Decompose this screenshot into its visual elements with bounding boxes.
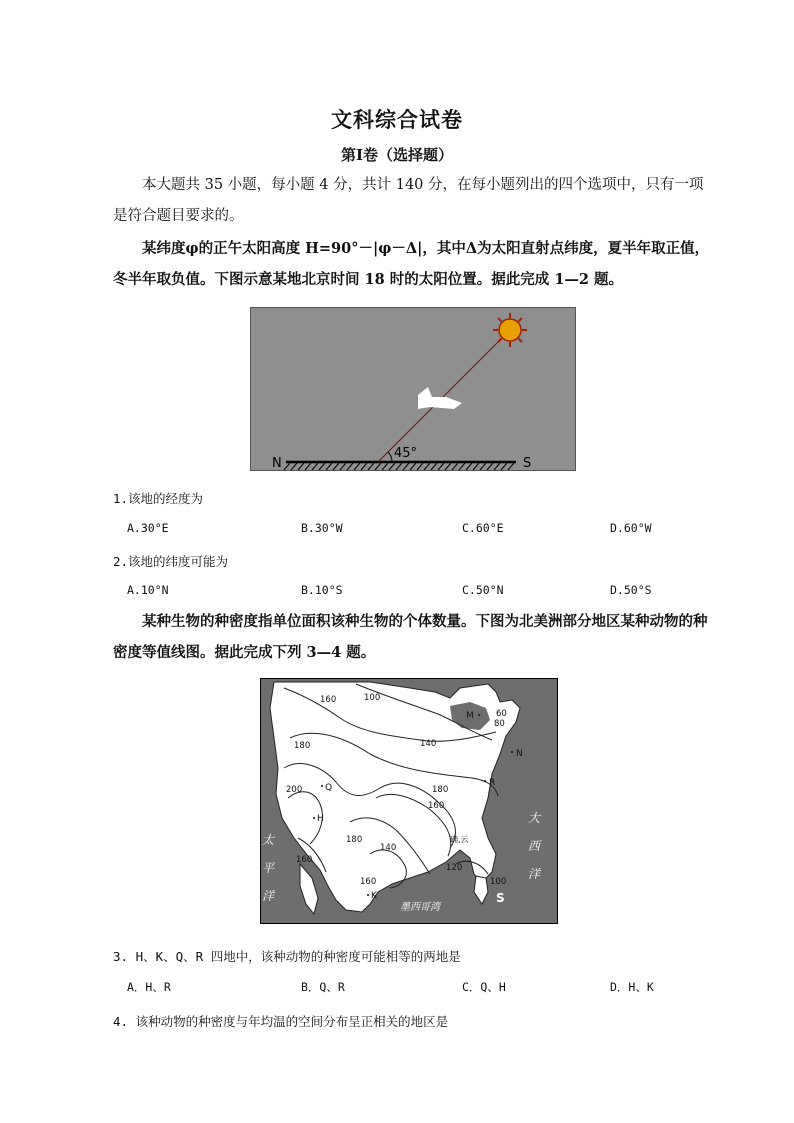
q2-option-d[interactable]: D.50°S bbox=[610, 583, 652, 597]
contour-label: 180 bbox=[432, 785, 449, 795]
question-1-stem: 1.该地的经度为 bbox=[113, 491, 204, 506]
q3-option-b[interactable]: B．Q、R bbox=[301, 980, 345, 994]
point-n: N bbox=[516, 749, 523, 759]
section-title: 第Ⅰ卷（选择题） bbox=[340, 146, 454, 164]
contour-label: 60 bbox=[496, 709, 507, 719]
contour-label: 160 bbox=[296, 855, 313, 865]
atlantic-label-2: 西 bbox=[528, 839, 541, 853]
instructions-paragraph: 本大题共 35 小题，每小题 4 分，共计 140 分，在每小题列出的四个选项中，只有一项是符合题目要求的。 bbox=[113, 177, 704, 224]
q1-option-d[interactable]: D.60°W bbox=[610, 521, 652, 535]
passage-1: 某纬度φ的正午太阳高度 H=90°－|φ－Δ|，其中Δ为太阳直射点纬度，夏半年取正值，冬半年取负值。下图示意某地北京时间 18 时的太阳位置。据此完成 1—2 题。 bbox=[113, 240, 710, 288]
point-h: H bbox=[317, 814, 324, 824]
north-label: N bbox=[272, 456, 282, 471]
q2-option-b[interactable]: B.10°S bbox=[301, 583, 343, 597]
figure-density-map bbox=[260, 678, 558, 924]
question-2-stem: 2.该地的纬度可能为 bbox=[113, 554, 229, 569]
contour-label: 160 bbox=[360, 877, 377, 887]
contour-label: 140 bbox=[380, 843, 397, 853]
city-label: 确,云 bbox=[450, 835, 469, 844]
question-3-stem: 3. H、K、Q、R 四地中，该种动物的种密度可能相等的两地是 bbox=[113, 949, 461, 964]
contour-label: 100 bbox=[364, 693, 381, 703]
contour-label: 160 bbox=[320, 695, 337, 705]
passage-2: 某种生物的种密度指单位面积该种生物的个体数量。下图为北美洲部分地区某种动物的种密度等值线图。据此完成下列 3—4 题。 bbox=[113, 613, 708, 661]
south-label: S bbox=[523, 456, 532, 471]
q1-option-a[interactable]: A.30°E bbox=[127, 521, 169, 535]
point-q: Q bbox=[325, 783, 333, 793]
s-label: S bbox=[496, 891, 505, 905]
contour-label: 200 bbox=[286, 785, 303, 795]
q3-option-a[interactable]: A．H、R bbox=[127, 980, 171, 994]
q1-option-c[interactable]: C.60°E bbox=[462, 521, 504, 535]
point-r: R bbox=[489, 778, 496, 788]
pacific-label-2: 平 bbox=[262, 861, 275, 875]
figure-sun-position bbox=[250, 307, 576, 471]
pacific-label-1: 太 bbox=[262, 833, 275, 847]
angle-label: 45° bbox=[394, 446, 418, 461]
question-4-stem: 4. 该种动物的种密度与年均温的空间分布呈正相关的地区是 bbox=[113, 1014, 449, 1029]
gulf-label: 墨西哥湾 bbox=[400, 902, 440, 913]
q2-option-a[interactable]: A.10°N bbox=[127, 583, 169, 597]
contour-label: 160 bbox=[428, 801, 445, 811]
contour-label: 120 bbox=[446, 863, 463, 873]
q2-option-c[interactable]: C.50°N bbox=[462, 583, 504, 597]
page-title: 文科综合试卷 bbox=[331, 107, 463, 132]
atlantic-label-1: 大 bbox=[528, 811, 541, 825]
contour-label: 180 bbox=[346, 835, 363, 845]
atlantic-label-3: 洋 bbox=[528, 867, 541, 881]
point-m: M bbox=[466, 711, 474, 721]
contour-label: 180 bbox=[294, 741, 311, 751]
contour-label: 80 bbox=[494, 719, 505, 729]
contour-label: 100 bbox=[490, 877, 507, 887]
contour-label: 140 bbox=[420, 739, 437, 749]
pacific-label-3: 洋 bbox=[262, 889, 275, 903]
q3-option-c[interactable]: C．Q、H bbox=[462, 980, 506, 994]
q1-option-b[interactable]: B.30°W bbox=[301, 521, 343, 535]
point-k: K bbox=[371, 891, 377, 901]
q3-option-d[interactable]: D．H、K bbox=[610, 980, 654, 994]
